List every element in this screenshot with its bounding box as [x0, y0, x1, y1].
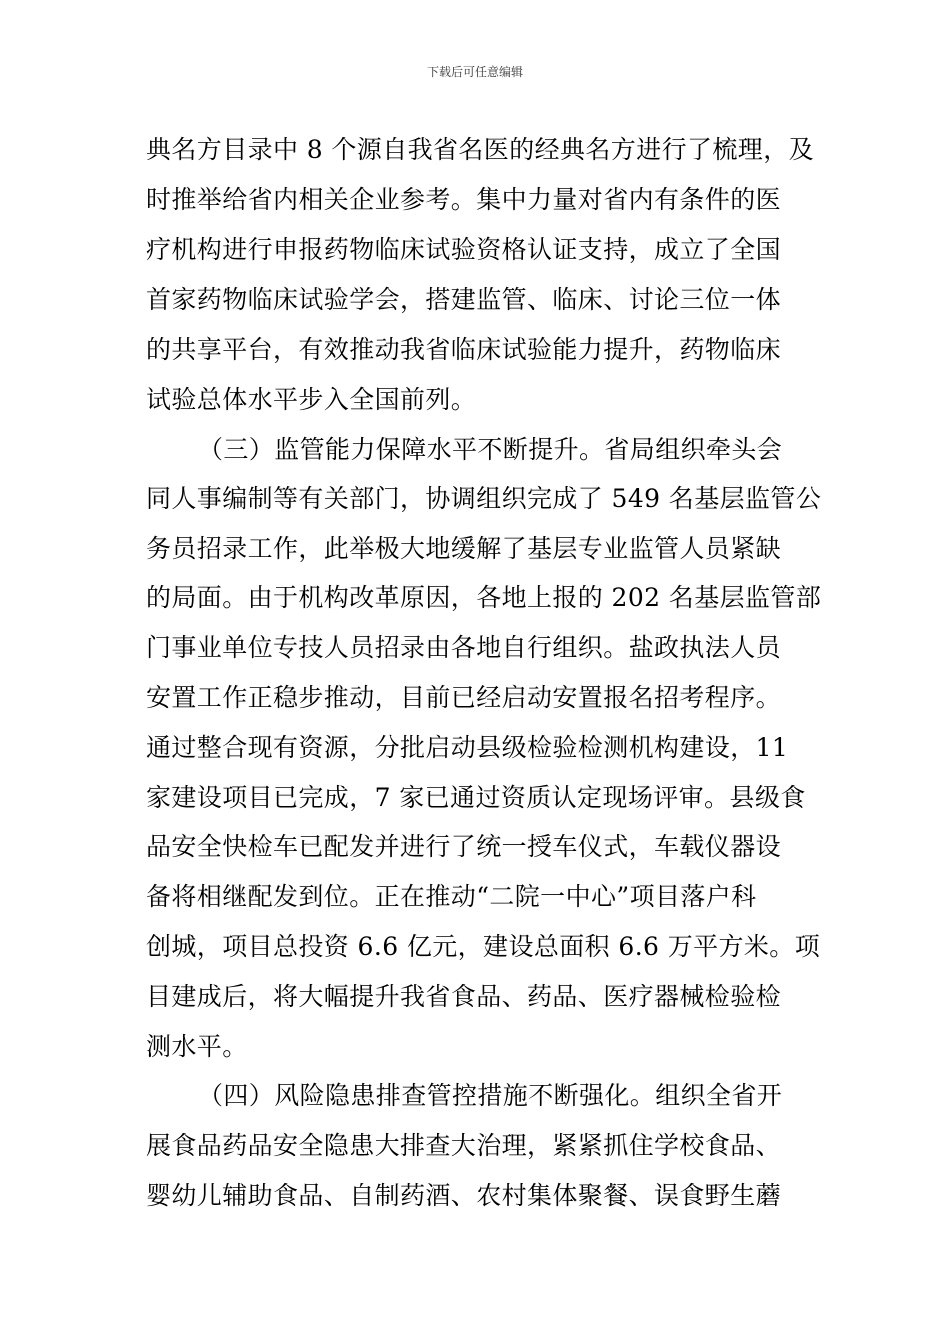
text-line: 首家药物临床试验学会，搭建监管、临床、讨论三位一体 [146, 285, 782, 314]
text-line: 门事业单位专技人员招录由各地自行组织。盐政执法人员 [146, 633, 782, 662]
text-line: 时推举给省内相关企业参考。集中力量对省内有条件的医 [146, 185, 782, 214]
text-line: 通过整合现有资源，分批启动县级检验检测机构建设，11 [146, 733, 789, 762]
text-line: 目建成后，将大幅提升我省食品、药品、医疗器械检验检 [146, 982, 782, 1011]
section-heading-line: （三）监管能力保障水平不断提升。省局组织牵头会 [198, 435, 783, 464]
text-line: 典名方目录中 8 个源自我省名医的经典名方进行了梳理，及 [146, 135, 815, 164]
text-line: 创城，项目总投资 6.6 亿元，建设总面积 6.6 万平方米。项 [146, 932, 821, 961]
page-header: 下载后可任意编辑 [426, 65, 523, 79]
text-line: 家建设项目已完成，7 家已通过资质认定现场评审。县级食 [146, 783, 806, 812]
text-line: 的局面。由于机构改革原因，各地上报的 202 名基层监管部 [146, 583, 822, 612]
text-line: 同人事编制等有关部门，协调组织完成了 549 名基层监管公 [146, 484, 822, 513]
text-line: 测水平。 [146, 1032, 248, 1061]
text-line: 的共享平台，有效推动我省临床试验能力提升，药物临床 [146, 335, 782, 364]
section-heading-line: （四）风险隐患排查管控措施不断强化。组织全省开 [198, 1081, 783, 1110]
text-line: 安置工作正稳步推动，目前已经启动安置报名招考程序。 [146, 683, 782, 712]
text-line: 备将相继配发到位。正在推动“二院一中心”项目落户科 [146, 882, 757, 911]
text-line: 展食品药品安全隐患大排查大治理，紧紧抓住学校食品、 [146, 1131, 782, 1160]
text-line: 品安全快检车已配发并进行了统一授车仪式，车载仪器设 [146, 832, 782, 861]
text-line: 试验总体水平步入全国前列。 [146, 385, 477, 414]
text-line: 疗机构进行申报药物临床试验资格认证支持，成立了全国 [146, 235, 782, 264]
text-line: 务员招录工作，此举极大地缓解了基层专业监管人员紧缺 [146, 534, 782, 563]
text-line: 婴幼儿辅助食品、自制药酒、农村集体聚餐、误食野生蘑 [146, 1181, 782, 1210]
